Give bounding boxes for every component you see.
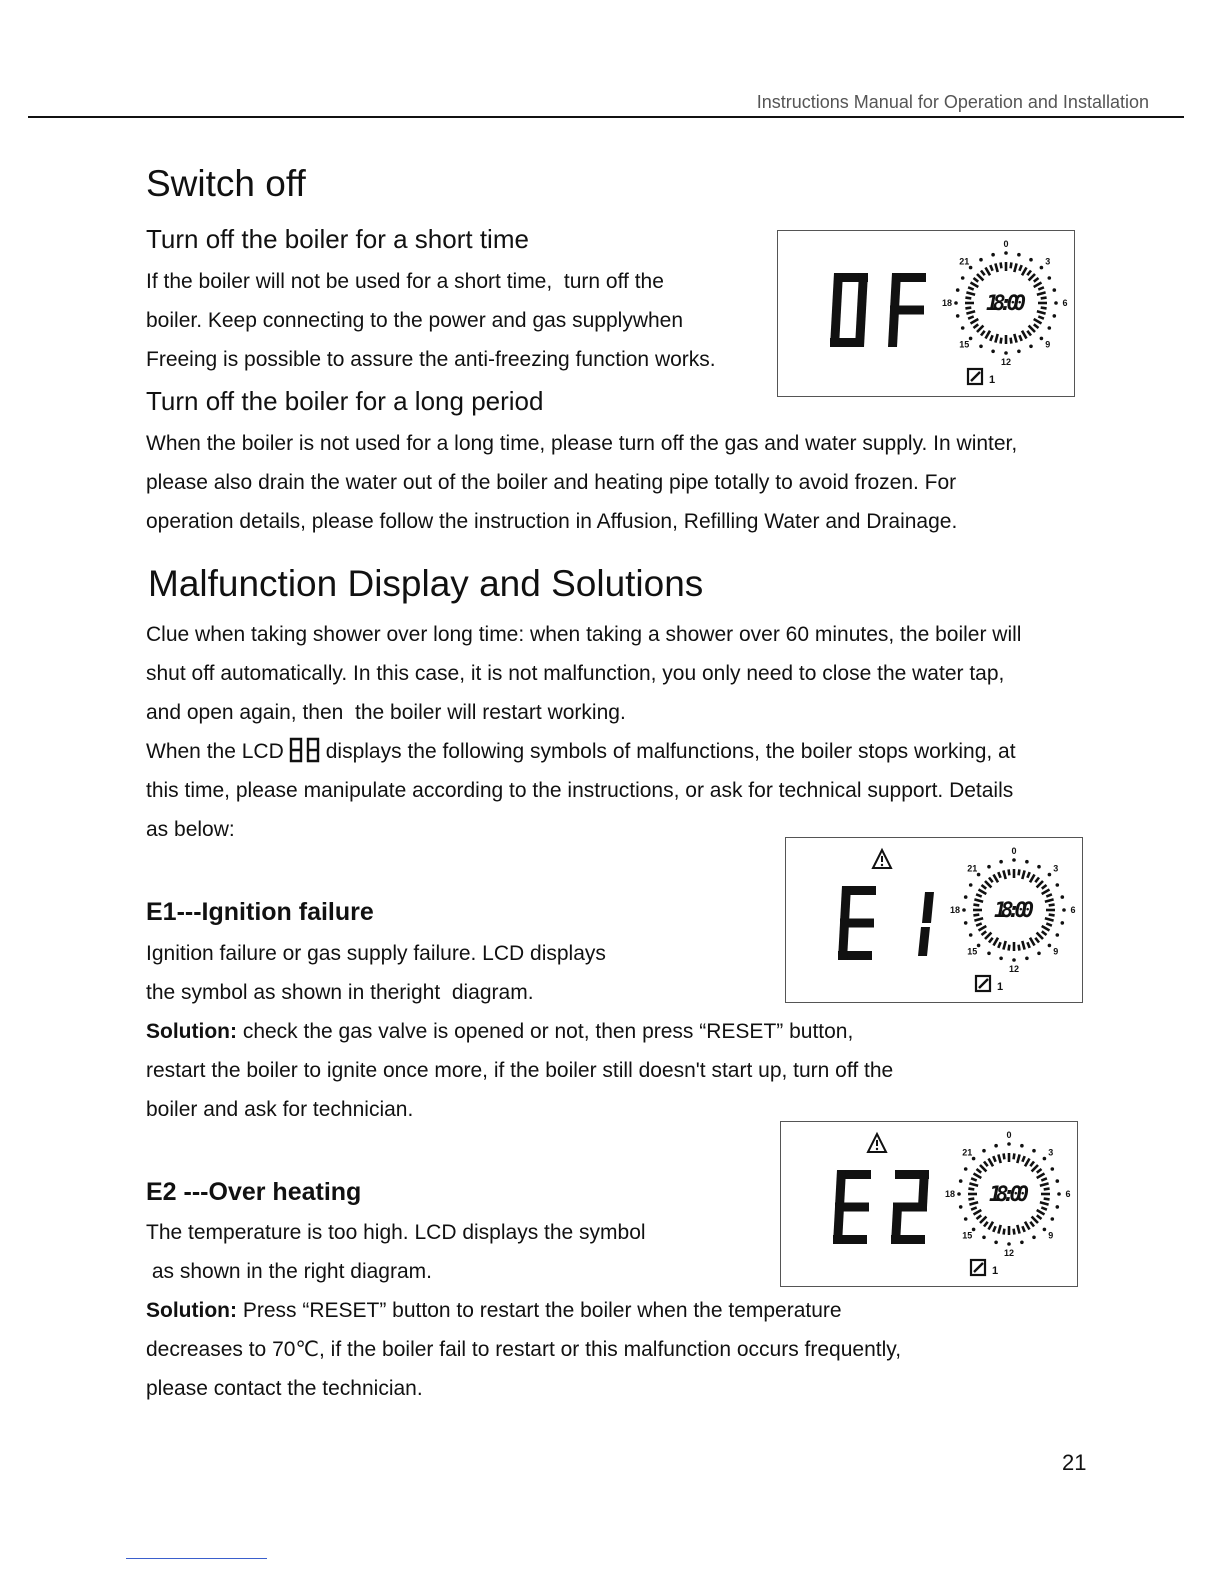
dial-tick [1037, 933, 1043, 939]
dial-tick [1019, 335, 1021, 341]
dial-tick [990, 265, 992, 271]
dial-dot [1048, 944, 1052, 948]
dial-tick [969, 1202, 978, 1204]
dial-dot [1007, 1142, 1011, 1146]
dial-tick [1034, 324, 1039, 328]
dial-tick [1027, 872, 1029, 878]
dial-tick [977, 274, 983, 280]
dial-tick [990, 335, 992, 341]
text-line: boiler and ask for technician. [146, 1098, 414, 1121]
dial-tick [1027, 271, 1031, 276]
lcd-code-segment-f [832, 273, 843, 310]
clock-time: 18:00 [994, 898, 1034, 922]
dial-tick [984, 1222, 988, 1227]
solution-text: check the gas valve is opened or not, then press “RESET” button, [236, 1020, 854, 1043]
dial-tick [1009, 945, 1010, 951]
e1-text [146, 934, 893, 1129]
dial-dot [1025, 860, 1029, 864]
dial-label: 21 [962, 1147, 973, 1158]
dial-dot [972, 1228, 976, 1232]
dial-dot [987, 952, 991, 956]
dial-tick [998, 942, 1000, 948]
dial-tick [1001, 262, 1002, 268]
dial-tick [966, 292, 975, 294]
dial-dot [1048, 873, 1052, 877]
dial-tick [1037, 1215, 1042, 1219]
dial-dot [1012, 958, 1016, 962]
dial-dot [1048, 276, 1052, 280]
dial-dot [961, 276, 965, 280]
text-line: please also drain the water out of the boiler and heating pipe totally to avoid frozen. For [146, 471, 957, 494]
dial-tick [1029, 274, 1035, 280]
dial-label: 9 [1045, 339, 1051, 350]
dial-dot [964, 895, 968, 899]
text-line: this time, please manipulate according to the instructions, or ask for technical support. Details [146, 779, 1014, 802]
dial-dot [1048, 326, 1052, 330]
solution-label: Solution: [146, 1299, 237, 1322]
dial-tick [1041, 1178, 1047, 1180]
dial-tick [1032, 1165, 1038, 1171]
dial-tick [993, 1156, 995, 1162]
lcd-88-icon [288, 737, 322, 763]
dial-label: 15 [959, 339, 970, 350]
dial-label: 12 [1008, 964, 1020, 974]
dial-tick [1040, 1202, 1049, 1204]
dial-dot [979, 345, 983, 349]
dial-tick [1042, 890, 1050, 895]
dial-tick [1017, 1225, 1019, 1234]
clock-time: 18:00 [986, 291, 1026, 315]
dial-label: 18 [941, 298, 953, 308]
long-period-text [146, 424, 1017, 541]
text-line: as shown in the right diagram. [146, 1260, 432, 1283]
dial-tick [1027, 942, 1029, 948]
dial-tick [971, 319, 979, 324]
dial-dot [1029, 345, 1033, 349]
dial-tick [1025, 1159, 1030, 1167]
dial-dot [959, 1179, 963, 1183]
dial-tick [980, 1217, 986, 1223]
dial-dot [964, 921, 968, 925]
dial-dot [1037, 952, 1041, 956]
dial-tick [1019, 945, 1020, 951]
dial-tick [1034, 283, 1042, 288]
dial-dot [1053, 314, 1057, 318]
e1-solution [146, 1012, 893, 1051]
dial-tick [1019, 265, 1021, 271]
dial-dot [1056, 1205, 1060, 1209]
dial-tick [1022, 331, 1027, 339]
dial-dot [994, 1144, 998, 1148]
dial-tick [1029, 326, 1035, 332]
lcd-code-segment-g [890, 306, 924, 315]
e2-text [146, 1213, 901, 1408]
dial-tick [1014, 1229, 1015, 1235]
dial-tick [968, 316, 974, 318]
solution-label: Solution: [146, 1020, 237, 1043]
dial-dot [1032, 1236, 1036, 1240]
dial-tick [1011, 338, 1012, 344]
dial-dot [999, 957, 1003, 961]
dial-dot [1004, 251, 1008, 255]
dial-label: 3 [1045, 256, 1051, 267]
long-period-heading: Turn off the boiler for a long period [146, 386, 544, 416]
malfunction-title: Malfunction Display and Solutions [148, 563, 704, 604]
dial-dot [1061, 921, 1065, 925]
dial-dot [1040, 266, 1044, 270]
dial-label: 21 [959, 256, 970, 267]
dial-tick [974, 324, 979, 328]
dial-tick [989, 878, 993, 883]
dial-dot [1062, 908, 1066, 912]
dial-label: 18 [949, 905, 961, 915]
dial-tick [965, 298, 971, 299]
dial-tick [1032, 1217, 1038, 1223]
dial-tick [1022, 870, 1024, 879]
dial-tick [1003, 870, 1005, 879]
lcd-code-segment-f [835, 1170, 846, 1207]
dial-tick [1035, 878, 1039, 883]
dial-tick [1037, 292, 1046, 294]
dial-tick [1030, 938, 1035, 946]
lcd-code-segment-f [890, 273, 901, 310]
lcd-display-off [778, 231, 1074, 396]
dial-label: 9 [1053, 946, 1059, 957]
lcd-code-digit [888, 273, 926, 347]
dial-label: 9 [1048, 1230, 1054, 1241]
text-line: and open again, then the boiler will restart working. [146, 701, 626, 724]
dial-tick [1034, 278, 1039, 282]
dial-dot [991, 253, 995, 257]
dial-dot [1061, 895, 1065, 899]
dial-dot [954, 301, 958, 305]
dial-dot [964, 1167, 968, 1171]
dial-tick [969, 1183, 978, 1185]
dial-tick [1042, 931, 1047, 935]
dial-tick [1041, 298, 1047, 299]
dial-tick [1037, 1174, 1045, 1179]
dial-dot [1054, 301, 1058, 305]
dial-tick [986, 268, 991, 276]
dial-label: 12 [1003, 1248, 1015, 1258]
dial-tick [984, 1162, 988, 1167]
dial-dot [1025, 957, 1029, 961]
dial-tick [985, 933, 991, 939]
dial-tick [1004, 1153, 1005, 1159]
dial-tick [1041, 1207, 1047, 1209]
dial-tick [974, 278, 979, 282]
dial-label: 15 [962, 1230, 973, 1241]
dial-tick [1042, 885, 1047, 889]
lcd-panel-off [777, 230, 1075, 397]
dial-label: 12 [1000, 357, 1012, 367]
dial-tick [1030, 1222, 1034, 1227]
dial-tick [989, 1159, 994, 1167]
warning-dot [881, 864, 883, 866]
dial-tick [1022, 941, 1024, 950]
dial-tick [968, 1189, 974, 1190]
dial-dot [969, 266, 973, 270]
dial-dot [1043, 1228, 1047, 1232]
lcd-code-segment-g [840, 919, 874, 928]
dial-tick [998, 1225, 1000, 1234]
dial-tick [995, 334, 997, 343]
dial-tick [973, 905, 979, 906]
text-line: restart the boiler to ignite once more, if the boiler still doesn't start up, turn off the [146, 1059, 894, 1082]
dial-tick [1014, 263, 1016, 272]
dial-label: 3 [1048, 1147, 1054, 1158]
text-line: operation details, please follow the instruction in Affusion, Refilling Water and Drainage. [146, 510, 958, 533]
short-time-text [146, 262, 716, 379]
dial-label: 6 [1070, 905, 1076, 915]
dial-dot [969, 337, 973, 341]
dial-tick [1049, 915, 1055, 916]
dial-dot [1020, 1144, 1024, 1148]
dial-tick [971, 1178, 977, 1180]
dial-dot [982, 1149, 986, 1153]
text-line: Freeing is possible to assure the anti-freezing function works. [146, 348, 716, 371]
malfunction-intro [146, 615, 1021, 849]
dial-tick [1045, 899, 1054, 901]
running-header: Instructions Manual for Operation and Installation [756, 92, 1149, 112]
dial-dot [962, 908, 966, 912]
dial-dot [1056, 933, 1060, 937]
dial-dot [987, 865, 991, 869]
e2-heading: E2 ---Over heating [146, 1178, 362, 1206]
dial-tick [985, 881, 991, 887]
dial-dot [1012, 858, 1016, 862]
switch-off-title: Switch off [146, 163, 306, 204]
dial-tick [1011, 262, 1012, 268]
dial-label: 21 [967, 863, 978, 874]
dial-tick [1034, 319, 1042, 324]
dial-dot [969, 933, 973, 937]
text-line: the symbol as shown in theright diagram. [146, 981, 534, 1004]
lcd-code-digit [918, 892, 934, 956]
lcd-88-text: 88 [287, 737, 289, 739]
dial-tick [968, 1199, 974, 1200]
dial-tick [1027, 331, 1031, 336]
dial-dot [1017, 253, 1021, 257]
dial-dot [1056, 883, 1060, 887]
dial-dot [1020, 1241, 1024, 1245]
dial-tick [1035, 938, 1039, 943]
text-line: as below: [146, 818, 235, 841]
dial-tick [998, 872, 1000, 878]
dial-tick [974, 918, 983, 920]
e1-heading: E1---Ignition failure [146, 898, 374, 926]
dial-tick [1045, 918, 1054, 920]
lcd-code-segment-e [888, 310, 899, 347]
dial-dot [999, 860, 1003, 864]
dial-tick [976, 894, 982, 896]
page-number: 21 [1062, 1450, 1087, 1475]
dial-tick [1030, 1162, 1034, 1167]
dial-dot [961, 326, 965, 330]
dial-dot [977, 873, 981, 877]
dial-tick [974, 1174, 982, 1179]
dial-tick [1004, 1229, 1005, 1235]
indicator-number: 1 [989, 374, 996, 386]
dial-tick [1044, 1199, 1050, 1200]
dial-tick [995, 263, 997, 272]
tap-indicator-slash [979, 979, 988, 988]
dial-tick [989, 938, 993, 943]
dial-tick [1049, 905, 1055, 906]
dial-tick [973, 915, 979, 916]
lcd-code-segment-g [835, 1203, 869, 1212]
lcd-one-lower [918, 927, 930, 956]
dial-dot [1017, 350, 1021, 354]
dial-dot [979, 258, 983, 262]
dial-tick [1037, 1210, 1045, 1215]
dial-dot [1037, 865, 1041, 869]
text-line: boiler. Keep connecting to the power and gas supplywhen [146, 309, 684, 332]
dial-tick [1014, 1153, 1015, 1159]
footer-link-line [126, 1558, 267, 1559]
dial-tick [1022, 1226, 1024, 1232]
dial-tick [977, 1169, 982, 1173]
dial-tick [1042, 926, 1050, 931]
dial-tick [977, 326, 983, 332]
text-line: The temperature is too high. LCD displays the symbol [146, 1221, 646, 1244]
dial-tick [998, 1154, 1000, 1163]
dial-tick [1044, 1189, 1050, 1190]
dial-tick [974, 1210, 982, 1215]
lcd-code-digit [830, 273, 868, 347]
dial-tick [1037, 311, 1046, 313]
dial-dot [1029, 258, 1033, 262]
dial-tick [986, 331, 991, 339]
dial-dot [956, 288, 960, 292]
text-line: When the boiler is not used for a long time, please turn off the gas and water supply. In winter, [146, 432, 1018, 455]
lcd-sentence [146, 732, 1021, 771]
dial-dot [972, 1157, 976, 1161]
dial-dot [1057, 1192, 1061, 1196]
dial-tick [968, 287, 974, 289]
dial-label: 0 [1003, 239, 1009, 249]
text-line: Ignition failure or gas supply failure. LCD displays [146, 942, 606, 965]
indicator-number: 1 [997, 981, 1004, 993]
dial-tick [1003, 941, 1005, 950]
tap-indicator-slash [971, 372, 980, 381]
dial-tick [979, 926, 987, 931]
dial-tick [1009, 869, 1010, 875]
dial-dot [1004, 351, 1008, 355]
dial-tick [1030, 875, 1035, 883]
e2-solution [146, 1291, 901, 1330]
dial-tick [982, 885, 987, 889]
dial-tick [1041, 308, 1047, 309]
dial-dot [964, 1217, 968, 1221]
dial-tick [994, 938, 999, 946]
lcd-sentence-start: When the LCD [146, 740, 284, 763]
dial-tick [1025, 1222, 1030, 1230]
dial-tick [1022, 268, 1027, 276]
dial-tick [994, 875, 999, 883]
dial-tick [1014, 334, 1016, 343]
dial-dot [1051, 1167, 1055, 1171]
dial-dot [959, 1205, 963, 1209]
dial-dot [1043, 1157, 1047, 1161]
text-line: please contact the technician. [146, 1377, 423, 1400]
text-line: decreases to 70℃, if the boiler fail to restart or this malfunction occurs frequently, [146, 1338, 902, 1361]
dial-dot [969, 883, 973, 887]
dial-tick [971, 283, 979, 288]
dial-label: 0 [1011, 846, 1017, 856]
short-time-heading: Turn off the boiler for a short time [146, 224, 529, 254]
text-line: shut off automatically. In this case, it is not malfunction, you only need to close the water tap, [146, 662, 1005, 685]
dial-tick [981, 331, 985, 336]
dial-tick [965, 308, 971, 309]
lcd-sentence-end: displays the following symbols of malfunctions, the boiler stops working, at [325, 740, 1016, 763]
dial-tick [1046, 894, 1052, 896]
dial-dot [1032, 1149, 1036, 1153]
header-rule [28, 116, 1184, 118]
dial-tick [980, 1165, 986, 1171]
dial-tick [982, 931, 987, 935]
dial-tick [1017, 1154, 1019, 1163]
dial-dot [957, 1192, 961, 1196]
dial-dot [1051, 1217, 1055, 1221]
dial-dot [1053, 288, 1057, 292]
dial-tick [993, 1226, 995, 1232]
indicator-number: 1 [992, 1265, 999, 1277]
dial-label: 0 [1006, 1130, 1012, 1140]
dial-dot [1007, 1242, 1011, 1246]
dial-dot [1056, 1179, 1060, 1183]
dial-tick [971, 1207, 977, 1209]
dial-tick [976, 923, 982, 925]
dial-tick [1037, 881, 1043, 887]
warning-dot [876, 1148, 878, 1150]
text-line: If the boiler will not be used for a short time, turn off the [146, 270, 664, 293]
dial-tick [1040, 1183, 1049, 1185]
dial-dot [1040, 337, 1044, 341]
dial-tick [1037, 1169, 1042, 1173]
dial-dot [956, 314, 960, 318]
dial-tick [1022, 1156, 1024, 1162]
text-line: Clue when taking shower over long time: when taking a shower over 60 minutes, the boiler will [146, 623, 1022, 646]
dial-tick [974, 899, 983, 901]
dial-tick [966, 311, 975, 313]
lcd-one-upper [922, 892, 934, 923]
dial-tick [1001, 338, 1002, 344]
dial-label: 6 [1062, 298, 1068, 308]
solution-text: Press “RESET” button to restart the boiler when the temperature [236, 1299, 842, 1322]
dial-dot [994, 1241, 998, 1245]
dial-tick [979, 890, 987, 895]
dial-tick [1038, 316, 1044, 318]
dial-tick [989, 1222, 994, 1230]
dial-tick [1046, 923, 1052, 925]
dial-tick [977, 1215, 982, 1219]
lcd-code-segment-f [840, 886, 851, 923]
dial-dot [991, 350, 995, 354]
tap-indicator-slash [974, 1263, 983, 1272]
dial-label: 6 [1065, 1189, 1071, 1199]
dial-dot [982, 1236, 986, 1240]
dial-tick [1019, 869, 1020, 875]
dial-label: 15 [967, 946, 978, 957]
clock-time: 18:00 [989, 1182, 1029, 1206]
dial-tick [981, 271, 985, 276]
dial-label: 3 [1053, 863, 1059, 874]
dial-dot [977, 944, 981, 948]
dial-label: 18 [944, 1189, 956, 1199]
dial-tick [1038, 287, 1044, 289]
